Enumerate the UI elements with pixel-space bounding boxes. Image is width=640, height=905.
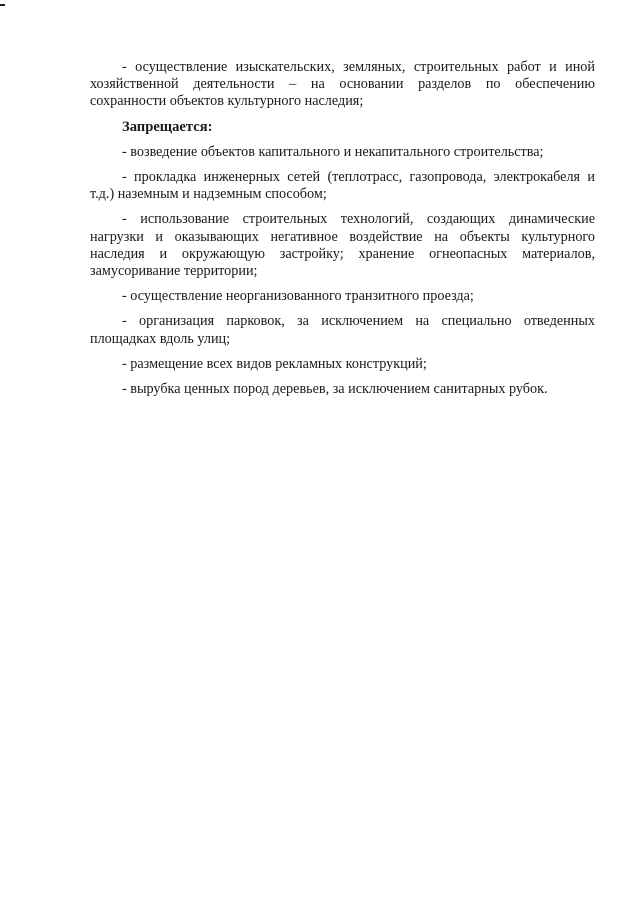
- prohibited-item-advertising: - размещение всех видов рекламных конструкций;: [122, 355, 427, 372]
- prohibited-item-construction-technologies: - использование строительных технологий, создающих динамические нагрузки и оказывающих негативное воздействие на объекты культурного наследия и окружающую застройку; хранение огнеопасных материалов, замусоривание территории;: [90, 211, 595, 280]
- prohibited-item-tree-felling: - вырубка ценных пород деревьев, за исключением санитарных рубок.: [122, 381, 548, 398]
- prohibited-item-utility-networks: - прокладка инженерных сетей (теплотрасс, газопровода, электрокабеля и т.д.) наземным и надземным способом;: [90, 169, 595, 203]
- scan-corner-mark: [0, 4, 5, 6]
- prohibited-heading: Запрещается:: [122, 118, 213, 135]
- prohibited-item-parking: - организация парковок, за исключением на специально отведенных площадках вдоль улиц;: [90, 313, 595, 347]
- prohibited-item-transit-traffic: - осуществление неорганизованного транзитного проезда;: [122, 288, 474, 305]
- prohibited-item-construction: - возведение объектов капитального и некапитального строительства;: [122, 143, 544, 160]
- document-body: [90, 59, 595, 406]
- intro-paragraph: - осуществление изыскательских, земляных, строительных работ и иной хозяйственной деятельности – на основании разделов по обеспечению сохранности объектов культурного наследия;: [90, 59, 595, 110]
